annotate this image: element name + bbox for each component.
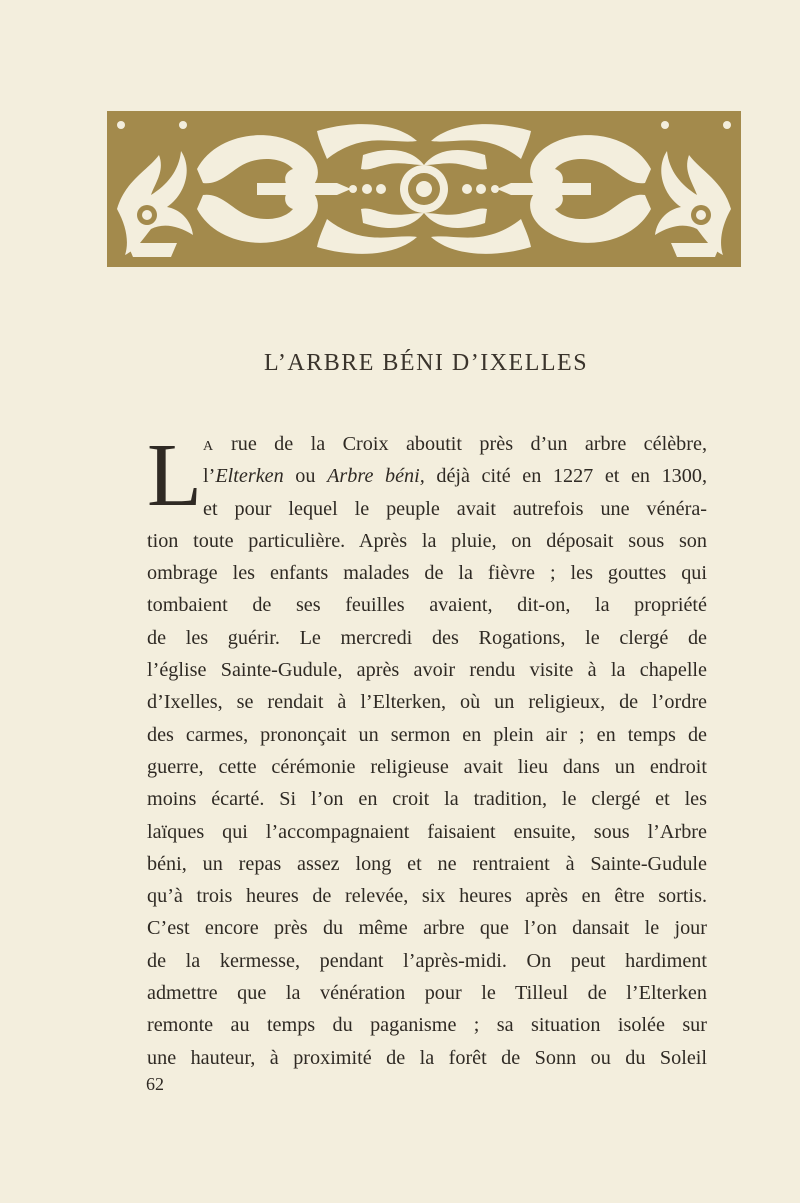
text-line: une hauteur, à proximité de la forêt de Sonn ou du Soleil <box>147 1046 707 1069</box>
text-line: de les guérir. Le mercredi des Rogations, le clergé de <box>147 626 707 649</box>
page-number: 62 <box>146 1074 164 1094</box>
text-line: d’Ixelles, se rendait à l’Elterken, où un religieux, de l’ordre <box>147 691 707 714</box>
drop-cap-letter: L <box>147 426 202 525</box>
ornament-graphic <box>107 111 741 267</box>
body-text <box>147 428 707 1074</box>
text-line: laïques qui l’accompagnaient faisaient ensuite, sous l’Arbre <box>147 820 707 843</box>
text-line: et pour lequel le peuple avait autrefois une vénéra- <box>203 497 707 520</box>
text-line: de la kermesse, pendant l’après-midi. On peut hardiment <box>147 949 707 972</box>
text-line: guerre, cette cérémonie religieuse avait lieu dans un endroit <box>147 755 707 778</box>
text-line: des carmes, prononçait un sermon en plein air ; en temps de <box>147 723 707 746</box>
text-line: C’est encore près du même arbre que l’on dansait le jour <box>147 917 707 940</box>
text-line: l’Elterken ou Arbre béni, déjà cité en 1227 et en 1300, <box>203 465 708 488</box>
text-line: l’église Sainte-Gudule, après avoir rendu visite à la chapelle <box>147 659 707 682</box>
text-line: moins écarté. Si l’on en croit la tradition, le clergé et les <box>147 788 707 811</box>
text-line: qu’à trois heures de relevée, six heures après en être sortis. <box>147 885 707 908</box>
text-line: tombaient de ses feuilles avaient, dit-on, la propriété <box>147 594 707 617</box>
text-line: admettre que la vénération pour le Tilleul de l’Elterken <box>147 982 707 1005</box>
text-line: tion toute particulière. Après la pluie, on déposait sous son <box>147 529 707 552</box>
text-line: béni, un repas assez long et ne rentraient à Sainte-Gudule <box>147 852 707 875</box>
text-line: remonte au temps du paganisme ; sa situation isolée sur <box>147 1014 707 1037</box>
chapter-title: L’ARBRE BÉNI D’IXELLES <box>263 350 589 376</box>
text-line: ombrage les enfants malades de la fièvre ; les gouttes qui <box>147 562 707 585</box>
text-line: A rue de la Croix aboutit près d’un arbre célèbre, <box>203 433 707 455</box>
arabesque-headpiece-ornament <box>107 111 741 267</box>
